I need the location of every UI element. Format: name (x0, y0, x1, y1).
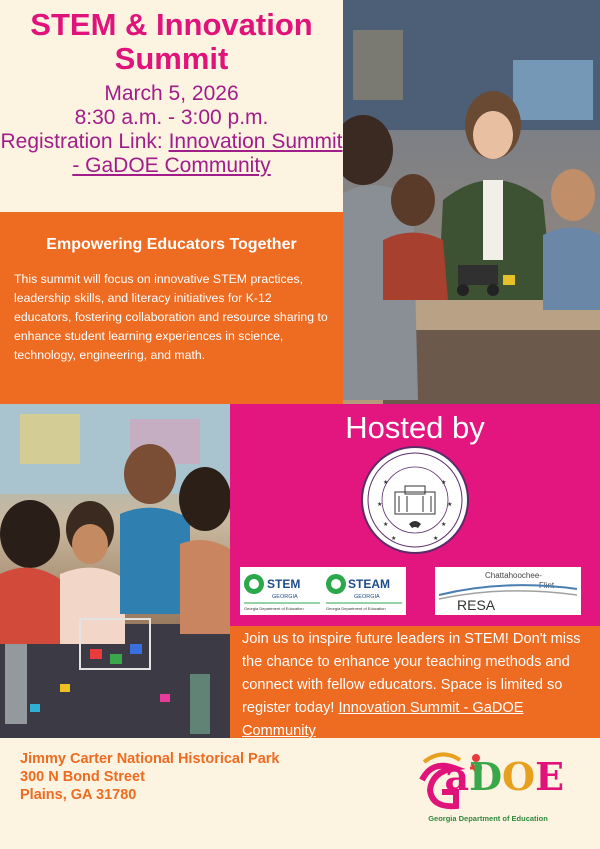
stem-dept-label: Georgia Department of Education (244, 606, 304, 611)
stem-georgia-label: GEORGIA (272, 594, 298, 600)
address-line-2: 300 N Bond Street (20, 769, 145, 785)
address-block (20, 750, 280, 804)
svg-text:★: ★ (383, 521, 389, 528)
photo-students-building (0, 404, 230, 738)
registration-line (0, 130, 343, 178)
intro-body: This summit will focus on innovative STEM practices, leadership skills, and literacy initiatives for K-12 educators, fostering collaboration and resource sharing to enhance student learning experiences in science, technology, engineering, and math. (14, 272, 328, 362)
resa-mid-label: Flint (539, 581, 555, 590)
intro-heading: Empowering Educators Together (46, 236, 297, 253)
svg-text:★: ★ (377, 501, 383, 508)
steam-georgia-label: GEORGIA (354, 594, 380, 600)
stem-georgia-logo (240, 567, 406, 615)
gadoe-wordmark: aDOE (444, 754, 565, 799)
svg-text:★: ★ (447, 501, 453, 508)
gadoe-logo (412, 750, 564, 828)
title-block (0, 0, 343, 212)
registration-link[interactable]: Innovation Summit - GaDOE Community (72, 130, 343, 177)
registration-label: Registration Link: (0, 130, 169, 153)
cta-link[interactable]: Innovation Summit - GaDOE Community (242, 700, 524, 739)
svg-text:★: ★ (383, 479, 389, 486)
cta-text: Join us to inspire future leaders in STEM! Don't miss the chance to enhance your teaching methods and connect with fellow educators. Space is limited so register today! (242, 631, 581, 716)
resa-top-label: Chattahoochee- (485, 571, 542, 580)
svg-text:★: ★ (441, 521, 447, 528)
teacher-students-illustration (343, 0, 600, 404)
address-line-3: Plains, GA 31780 (20, 787, 137, 803)
svg-text:★: ★ (391, 535, 397, 542)
svg-text:★: ★ (433, 535, 439, 542)
cta-box (230, 626, 600, 738)
resa-label: RESA (457, 597, 496, 613)
chattahoochee-flint-resa-logo (435, 567, 581, 615)
address-line-1: Jimmy Carter National Historical Park (20, 751, 280, 767)
seal-graphic (363, 448, 467, 552)
intro-box (0, 212, 343, 404)
stem-logo-graphic (240, 567, 406, 615)
gadoe-tagline: Georgia Department of Education (428, 814, 548, 823)
students-building-illustration (0, 404, 230, 738)
event-time: 8:30 a.m. - 3:00 p.m. (74, 106, 269, 129)
event-date: March 5, 2026 (104, 82, 239, 105)
hosted-heading: Hosted by (345, 410, 485, 445)
resa-logo-graphic (435, 567, 581, 615)
stem-label: STEM (267, 577, 301, 591)
steam-dept-label: Georgia Department of Education (326, 606, 386, 611)
photo-teacher-students (343, 0, 600, 404)
event-title: STEM & Innovation Summit (30, 7, 313, 76)
hosted-by-box (230, 404, 600, 626)
school-seal-logo (361, 446, 469, 554)
svg-text:★: ★ (441, 479, 447, 486)
steam-label: STEAM (348, 577, 390, 591)
